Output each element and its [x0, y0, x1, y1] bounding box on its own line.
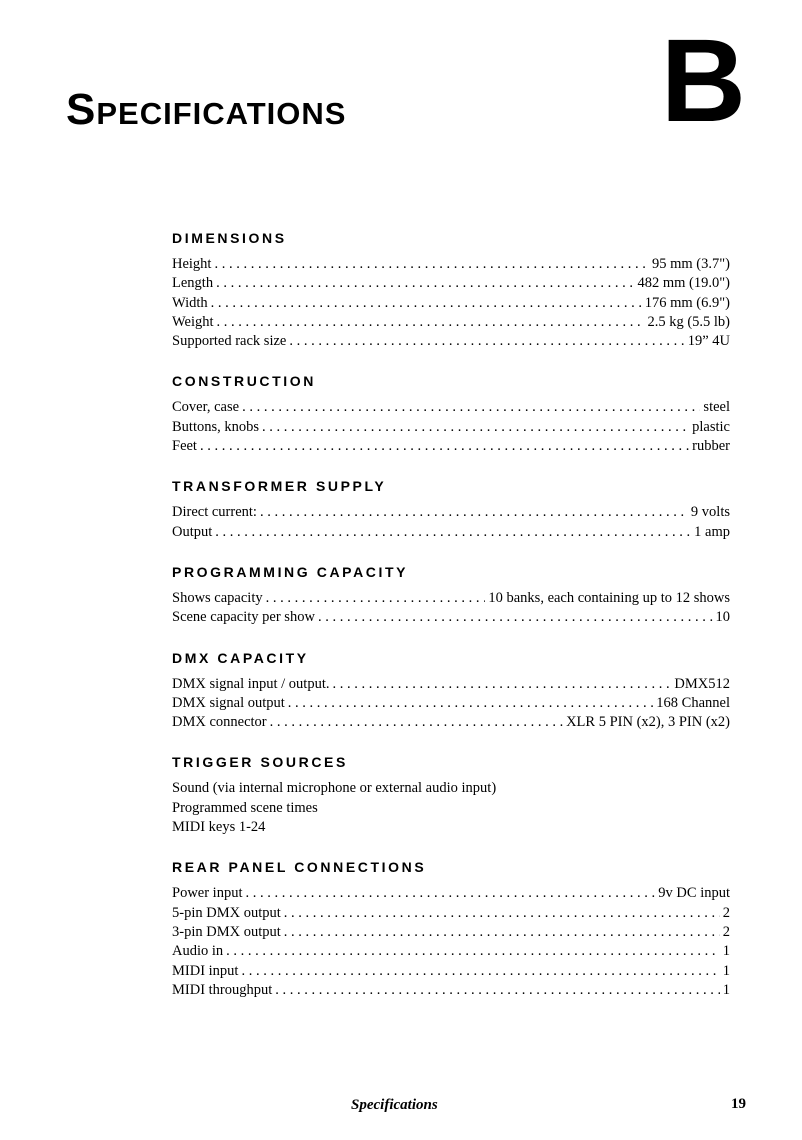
- dot-leader: [260, 503, 688, 522]
- spec-value: 2: [722, 904, 730, 921]
- spec-label: Buttons, knobs: [172, 418, 260, 435]
- spec-value: 9v DC input: [658, 885, 730, 902]
- dot-leader: [241, 962, 719, 981]
- spec-label: Audio in: [172, 943, 224, 960]
- spec-row-dmx-connector: [172, 713, 730, 732]
- spec-value: 19” 4U: [687, 333, 730, 350]
- spec-row-power-input: [172, 884, 730, 903]
- section-transformer-supply: [172, 477, 730, 542]
- dot-leader: [216, 274, 634, 293]
- spec-value: 2: [722, 923, 730, 940]
- section-rear-panel-connections: [172, 858, 730, 1000]
- trigger-source-line: MIDI keys 1-24: [172, 819, 266, 836]
- spec-value: 1: [722, 943, 730, 960]
- dot-leader: [266, 589, 486, 608]
- spec-row-feet: [172, 437, 730, 456]
- spec-row-height: [172, 255, 730, 274]
- spec-row-audio-in: [172, 942, 730, 961]
- dot-leader: [262, 418, 689, 437]
- dot-leader: [245, 884, 655, 903]
- page-title: Specifications: [66, 85, 347, 134]
- spec-row-weight: [172, 313, 730, 332]
- spec-row-rack-size: [172, 332, 730, 351]
- spec-label: Width: [172, 294, 208, 311]
- spec-row-midi-throughput: [172, 981, 730, 1000]
- footer-title: Specifications: [351, 1097, 438, 1113]
- dot-leader: [333, 675, 672, 694]
- section-trigger-sources: [172, 753, 730, 837]
- spec-label: Weight: [172, 313, 214, 330]
- dot-leader: [289, 332, 684, 351]
- dot-leader: [242, 398, 700, 417]
- trigger-source-line: Sound (via internal microphone or external audio input): [172, 780, 497, 797]
- dot-leader: [288, 694, 654, 713]
- spec-row-dmx-output: [172, 694, 730, 713]
- spec-row-3pin-dmx: [172, 923, 730, 942]
- spec-row-output: [172, 523, 730, 542]
- spec-label: Direct current:: [172, 504, 257, 521]
- dot-leader: [275, 981, 719, 1000]
- spec-label: Supported rack size: [172, 333, 287, 350]
- section-dimensions: [172, 229, 730, 351]
- spec-row-width: [172, 294, 730, 313]
- specifications-content: [172, 229, 730, 1021]
- section-title: DMX CAPACITY: [172, 649, 309, 666]
- spec-value: plastic: [692, 418, 730, 435]
- spec-value: 95 mm (3.7"): [651, 256, 730, 272]
- spec-row-length: [172, 274, 730, 293]
- dot-leader: [284, 923, 720, 942]
- spec-label: Feet: [172, 438, 197, 455]
- spec-label: Height: [172, 256, 212, 272]
- spec-label: DMX signal output: [172, 694, 285, 711]
- spec-label: DMX signal input / output.: [172, 675, 330, 692]
- spec-label: Power input: [172, 885, 243, 902]
- section-title: TRANSFORMER SUPPLY: [172, 478, 387, 495]
- spec-value: 1 amp: [694, 523, 730, 540]
- spec-value: DMX512: [674, 675, 730, 692]
- section-title: REAR PANEL CONNECTIONS: [172, 859, 427, 876]
- section-title: TRIGGER SOURCES: [172, 754, 348, 771]
- spec-row-cover: [172, 398, 730, 417]
- spec-row-dmx-io: [172, 675, 730, 694]
- spec-label: Length: [172, 275, 214, 292]
- spec-label: Cover, case: [172, 399, 240, 416]
- spec-label: DMX connector: [172, 714, 267, 731]
- spec-value: 10: [715, 609, 730, 626]
- page-number: 19: [731, 1096, 746, 1112]
- dot-leader: [200, 437, 689, 456]
- spec-row-5pin-dmx: [172, 904, 730, 923]
- spec-value: steel: [703, 399, 730, 416]
- spec-value: 10 banks, each containing up to 12 shows: [488, 589, 730, 606]
- spec-value: XLR 5 PIN (x2), 3 PIN (x2): [566, 714, 730, 731]
- section-title: PROGRAMMING CAPACITY: [172, 563, 409, 580]
- spec-row-scene-capacity: [172, 608, 730, 627]
- section-title: CONSTRUCTION: [172, 373, 316, 390]
- section-programming-capacity: [172, 563, 730, 628]
- spec-row-direct-current: [172, 503, 730, 522]
- spec-value: 168 Channel: [656, 694, 730, 711]
- spec-row-buttons: [172, 418, 730, 437]
- spec-value: 176 mm (6.9"): [644, 294, 730, 311]
- spec-value: rubber: [692, 438, 730, 455]
- dot-leader: [226, 942, 720, 961]
- spec-row-midi-input: [172, 962, 730, 981]
- dot-leader: [215, 523, 691, 542]
- spec-value: 1: [722, 981, 730, 998]
- section-dmx-capacity: [172, 649, 730, 733]
- dot-leader: [211, 294, 642, 313]
- section-construction: [172, 372, 730, 456]
- spec-value: 482 mm (19.0"): [637, 275, 730, 292]
- spec-value: 2.5 kg (5.5 lb): [647, 313, 730, 330]
- spec-value: 9 volts: [690, 504, 730, 521]
- trigger-source-line: Programmed scene times: [172, 799, 318, 816]
- section-title: DIMENSIONS: [172, 230, 287, 246]
- spec-label: MIDI throughput: [172, 981, 273, 998]
- appendix-letter: B: [660, 15, 746, 147]
- spec-label: 5-pin DMX output: [172, 904, 281, 921]
- dot-leader: [318, 608, 713, 627]
- spec-label: 3-pin DMX output: [172, 923, 281, 940]
- spec-label: Output: [172, 523, 213, 540]
- spec-label: MIDI input: [172, 962, 239, 979]
- dot-leader: [284, 904, 720, 923]
- spec-label: Shows capacity: [172, 589, 263, 606]
- spec-value: 1: [722, 962, 730, 979]
- spec-row-shows-capacity: [172, 589, 730, 608]
- spec-label: Scene capacity per show: [172, 609, 315, 626]
- dot-leader: [217, 313, 645, 332]
- dot-leader: [214, 255, 649, 274]
- dot-leader: [270, 713, 563, 732]
